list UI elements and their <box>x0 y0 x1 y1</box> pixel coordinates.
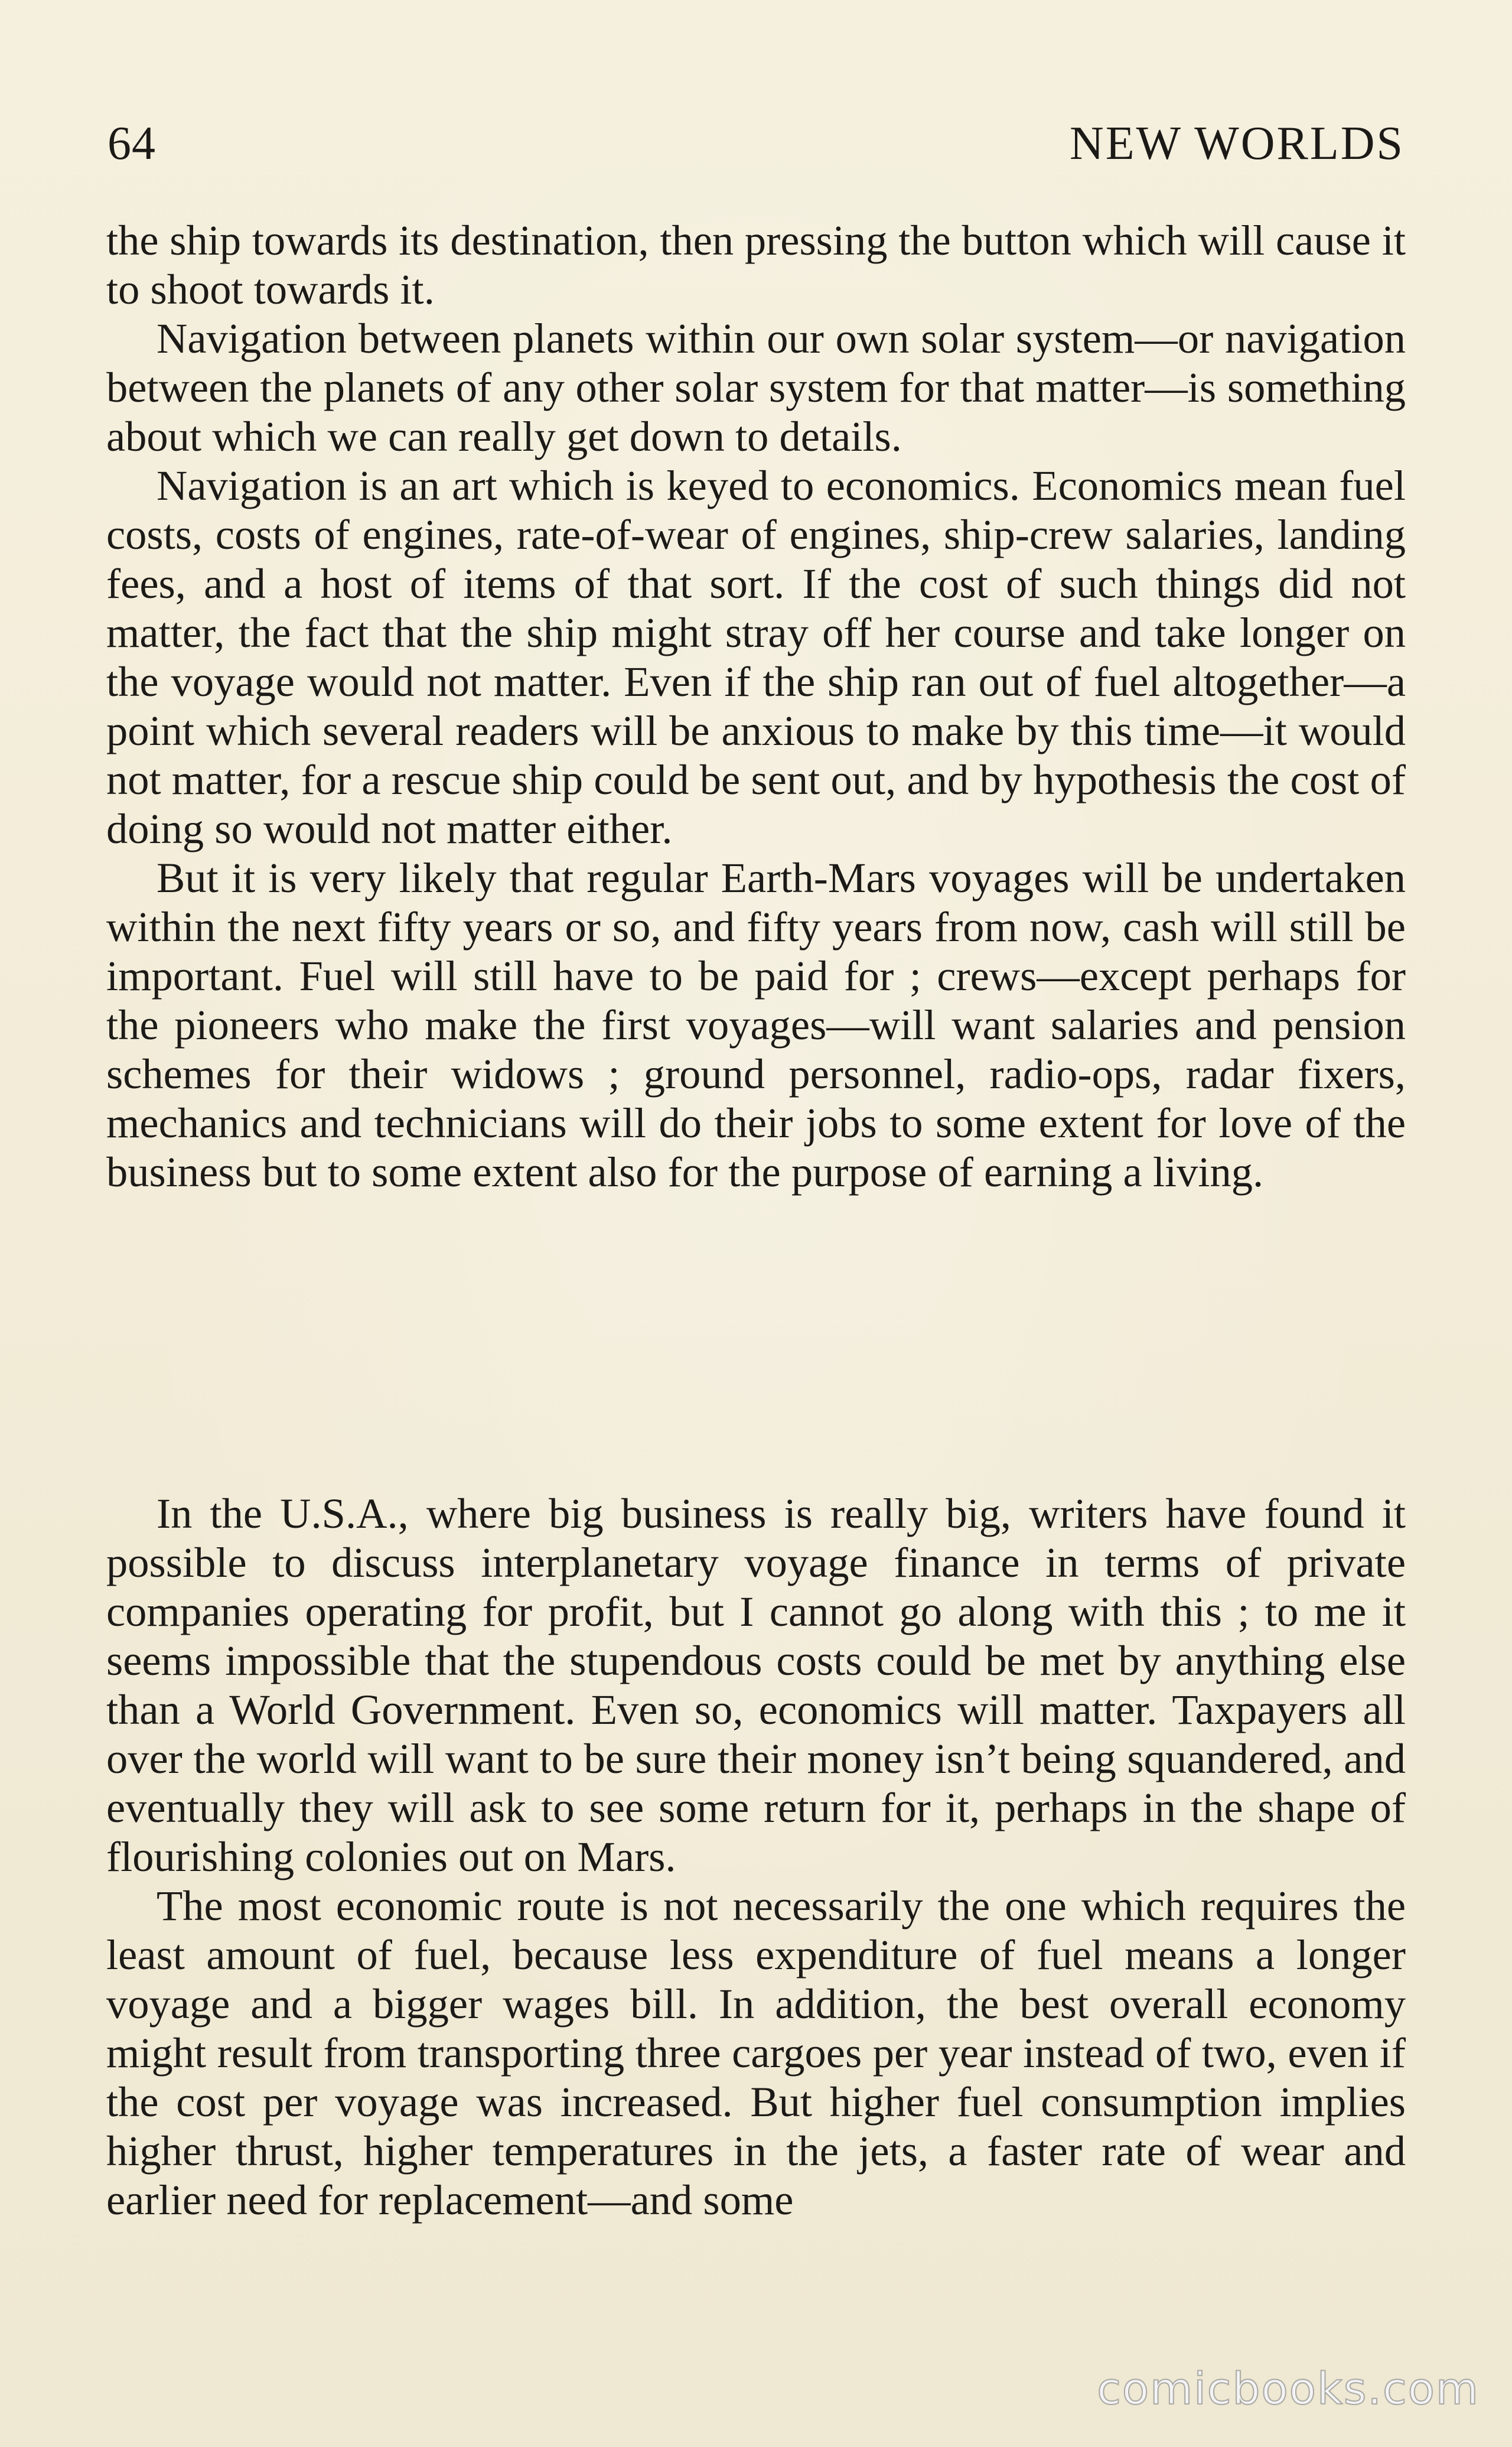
text-block-second-section <box>106 1489 1406 2224</box>
paragraph-economic-route: The most economic route is not necessarily the one which requires the least amount of fuel, because less expenditure of fuel means a longer voyage and a bigger wages bill. In addition, the best overall economy might result from transporting three cargoes per year instead of two, even if the cost per voyage was increased. But higher fuel consumption implies higher thrust, higher temperatures in the jets, a faster rate of wear and earlier need for replacement—and some <box>106 1882 1406 2224</box>
text-block-first-section <box>106 216 1406 1196</box>
paragraph-usa-finance: In the U.S.A., where big business is really big, writers have found it possible to discuss interplanetary voyage finance in terms of private companies operating for profit, but I cannot go along with this ; to me it seems impossible that the stupendous costs could be met by anything else than a World Government. Even so, economics will matter. Taxpayers all over the world will want to be sure their money isn’t being squandered, and eventually they will ask to see some return for it, perhaps in the shape of flourishing colonies out on Mars. <box>106 1489 1406 1880</box>
paragraph-earth-mars-voyages: But it is very likely that regular Earth-Mars voyages will be undertaken within the next fifty years or so, and fifty years from now, cash will still be important. Fuel will still have to be paid for ; crews—except perhaps for the pioneers who make the first voyages—will want salaries and pension schemes for their widows ; ground personnel, radio-ops, radar fixers, mechanics and technicians will do their jobs to some extent for love of the business but to some extent also for the purpose of earning a living. <box>106 854 1406 1196</box>
page-number: 64 <box>107 118 156 170</box>
paragraph-navigation-economics: Navigation is an art which is keyed to economics. Economics mean fuel costs, costs of engines, rate-of-wear of engines, ship-crew salaries, landing fees, and a host of items of that sort. If the cost of such things did not matter, the fact that the ship might stray off her course and take longer on the voyage would not matter. Even if the ship ran out of fuel altogether—a point which several readers will be anxious to make by this time—it would not matter, for a rescue ship could be sent out, and by hypothesis the cost of doing so would not matter either. <box>106 461 1406 852</box>
paragraph-continued: the ship towards its destination, then pressing the button which will cause it to shoot towards it. <box>106 216 1406 313</box>
paragraph-navigation-between-planets: Navigation between planets within our own solar system—or navigation between the planets of any other solar system for that matter—is something about which we can really get down to details. <box>106 314 1406 460</box>
running-head: NEW WORLDS <box>1069 118 1405 170</box>
page-header <box>107 111 1405 176</box>
watermark: comicbooks.com <box>1097 2364 1480 2415</box>
